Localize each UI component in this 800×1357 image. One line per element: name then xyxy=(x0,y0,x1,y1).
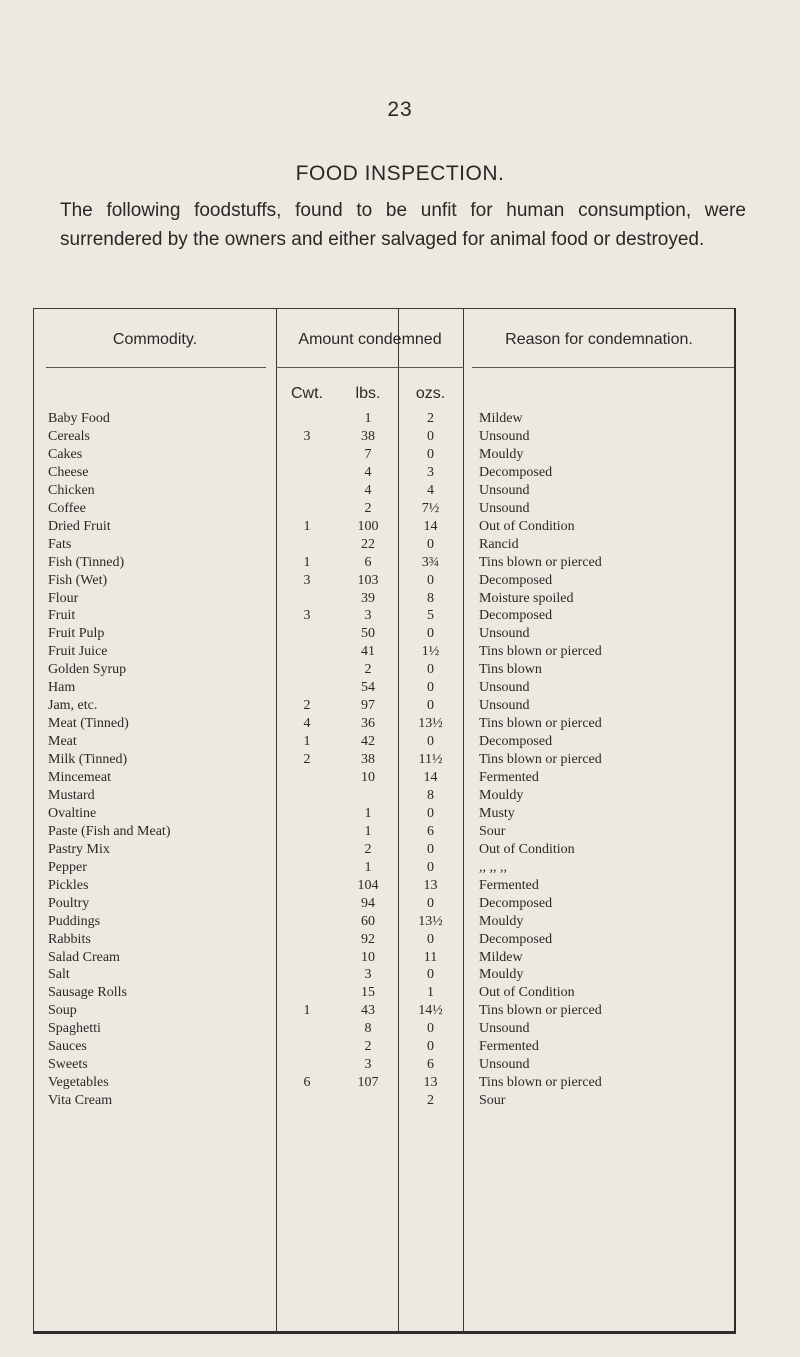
commodity-cell: Milk (Tinned) xyxy=(48,752,128,768)
reason-cell: Unsound xyxy=(479,428,530,444)
subheader-ozs: ozs. xyxy=(415,385,446,402)
table-row xyxy=(34,841,734,859)
table-row xyxy=(34,518,734,536)
reason-cell: Decomposed xyxy=(479,931,553,947)
table-row xyxy=(34,769,734,787)
ozs-cell: 0 xyxy=(427,1021,434,1037)
lbs-cell: 36 xyxy=(361,716,375,732)
commodity-cell: Fruit xyxy=(48,608,76,624)
ozs-cell: 11 xyxy=(423,949,438,965)
reason-cell: Tins blown xyxy=(479,662,542,678)
commodity-cell: Fish (Tinned) xyxy=(48,554,125,570)
reason-cell: Fermented xyxy=(479,770,539,785)
reason-cell: Sour xyxy=(479,823,506,839)
commodity-cell: Poultry xyxy=(48,895,90,911)
lbs-cell: 1 xyxy=(364,859,372,875)
cwt-cell: 2 xyxy=(303,698,311,714)
table-row xyxy=(34,661,734,679)
ozs-cell: 3 xyxy=(427,464,434,480)
cwt-cell: 1 xyxy=(303,518,311,534)
table-row xyxy=(34,1056,734,1074)
commodity-cell: Mustard xyxy=(48,787,95,803)
lbs-cell: 1 xyxy=(364,823,372,839)
lbs-cell: 2 xyxy=(364,1039,372,1055)
lbs-cell: 15 xyxy=(361,985,375,1001)
ozs-cell: 0 xyxy=(427,446,434,462)
table-row xyxy=(34,428,734,446)
table-row xyxy=(34,984,734,1002)
lbs-cell: 39 xyxy=(361,590,375,606)
table-row xyxy=(34,536,734,554)
ozs-cell: 13½ xyxy=(418,716,443,732)
commodity-cell: Salad Cream xyxy=(48,949,120,965)
cwt-cell: 1 xyxy=(303,554,311,570)
commodity-cell: Ham xyxy=(48,680,76,696)
commodity-cell: Sweets xyxy=(48,1057,88,1073)
table-row xyxy=(34,877,734,895)
ozs-cell: 4 xyxy=(427,482,434,498)
ozs-cell: 0 xyxy=(427,428,434,444)
table-row xyxy=(34,572,734,590)
lbs-cell: 8 xyxy=(364,1021,372,1037)
subheader-cwt: Cwt. xyxy=(291,385,323,402)
ozs-cell: 0 xyxy=(427,859,434,875)
cwt-cell: 3 xyxy=(303,608,311,624)
table-row xyxy=(34,1002,734,1020)
lbs-cell: 60 xyxy=(361,913,375,929)
ozs-cell: 0 xyxy=(427,895,434,911)
ozs-cell: 0 xyxy=(427,662,434,678)
table-row xyxy=(34,733,734,751)
lbs-cell: 2 xyxy=(364,662,372,678)
commodity-cell: Fruit Juice xyxy=(48,644,108,660)
table-row xyxy=(34,679,734,697)
cwt-cell: 1 xyxy=(303,1003,311,1019)
ozs-cell: 0 xyxy=(427,536,434,552)
reason-cell: Unsound xyxy=(479,680,530,696)
table-row xyxy=(34,590,734,608)
commodity-cell: Cheese xyxy=(48,464,89,480)
commodity-cell: Jam, etc. xyxy=(48,698,98,714)
commodity-cell: Paste (Fish and Meat) xyxy=(48,823,171,839)
lbs-cell: 2 xyxy=(364,841,372,857)
ozs-cell: 5 xyxy=(427,608,434,624)
commodity-cell: Coffee xyxy=(48,500,86,516)
table-row xyxy=(34,751,734,769)
lbs-cell: 42 xyxy=(361,734,375,750)
table-row xyxy=(34,464,734,482)
ozs-cell: 13½ xyxy=(418,913,443,929)
commodity-cell: Vegetables xyxy=(48,1075,109,1091)
reason-cell: Tins blown or pierced xyxy=(479,644,602,660)
reason-cell: Rancid xyxy=(479,536,519,552)
commodity-cell: Baby Food xyxy=(48,411,110,426)
subheader-lbs: lbs. xyxy=(355,385,381,402)
commodity-cell: Fish (Wet) xyxy=(48,572,108,588)
reason-cell: Out of Condition xyxy=(479,985,575,1001)
reason-cell: Unsound xyxy=(479,500,530,516)
commodity-cell: Sausage Rolls xyxy=(48,985,127,1001)
commodity-cell: Vita Cream xyxy=(48,1093,113,1109)
reason-cell: Decomposed xyxy=(479,572,553,588)
commodity-cell: Pepper xyxy=(48,859,87,875)
table-row xyxy=(34,697,734,715)
commodity-cell: Flour xyxy=(48,590,79,606)
reason-cell: Mildew xyxy=(479,411,523,426)
lbs-cell: 1 xyxy=(364,411,372,426)
lbs-cell: 94 xyxy=(361,895,375,911)
cwt-cell: 1 xyxy=(303,734,311,750)
table-row xyxy=(34,913,734,931)
commodity-cell: Rabbits xyxy=(48,931,91,947)
lbs-cell: 2 xyxy=(364,500,372,516)
table-row xyxy=(34,446,734,464)
lbs-cell: 43 xyxy=(361,1003,375,1019)
ozs-cell: 3¾ xyxy=(421,554,440,570)
table-row xyxy=(34,554,734,572)
ozs-cell: 0 xyxy=(427,680,434,696)
ozs-cell: 0 xyxy=(427,931,434,947)
reason-cell: Decomposed xyxy=(479,734,553,750)
ozs-cell: 0 xyxy=(427,805,434,821)
ozs-cell: 11½ xyxy=(418,752,443,768)
reason-cell: Musty xyxy=(479,805,515,821)
commodity-cell: Dried Fruit xyxy=(48,518,111,534)
ozs-cell: 14½ xyxy=(418,1003,443,1019)
commodity-cell: Meat (Tinned) xyxy=(48,716,129,732)
lbs-cell: 41 xyxy=(361,644,375,660)
reason-cell: Mouldy xyxy=(479,967,524,983)
lbs-cell: 22 xyxy=(361,536,375,552)
ozs-cell: 14 xyxy=(423,518,438,534)
ozs-cell: 7½ xyxy=(421,500,440,516)
reason-cell: Tins blown or pierced xyxy=(479,1003,602,1019)
table-row xyxy=(34,805,734,823)
lbs-cell: 54 xyxy=(361,680,375,696)
table-row xyxy=(34,643,734,661)
cwt-cell: 6 xyxy=(303,1075,311,1091)
ozs-cell: 2 xyxy=(427,411,434,426)
ozs-cell: 0 xyxy=(427,1039,434,1055)
lbs-cell: 92 xyxy=(361,931,375,947)
lbs-cell: 4 xyxy=(364,482,372,498)
ozs-cell: 1½ xyxy=(421,644,440,660)
ozs-cell: 8 xyxy=(427,590,434,606)
table-row xyxy=(34,1092,734,1110)
table-row xyxy=(34,823,734,841)
header-reason: Reason for condemnation. xyxy=(505,331,693,348)
table-row xyxy=(34,625,734,643)
lbs-cell: 104 xyxy=(357,877,379,893)
ozs-cell: 0 xyxy=(427,572,434,588)
commodity-cell: Cakes xyxy=(48,446,83,462)
reason-cell: Mouldy xyxy=(479,446,524,462)
ozs-cell: 1 xyxy=(427,985,434,1001)
ozs-cell: 6 xyxy=(427,1057,434,1073)
cwt-cell: 3 xyxy=(303,572,311,588)
ozs-cell: 6 xyxy=(427,823,434,839)
table-row xyxy=(34,1038,734,1056)
table-row xyxy=(34,859,734,877)
commodity-cell: Pastry Mix xyxy=(48,841,110,857)
reason-cell: Fermented xyxy=(479,877,539,893)
ozs-cell: 0 xyxy=(427,967,434,983)
reason-cell: Out of Condition xyxy=(479,841,575,857)
reason-cell: Decomposed xyxy=(479,608,553,624)
commodity-cell: Chicken xyxy=(48,482,95,498)
commodity-cell: Cereals xyxy=(48,428,90,444)
ozs-cell: 13 xyxy=(423,1075,438,1091)
reason-cell: Unsound xyxy=(479,626,530,642)
lbs-cell: 10 xyxy=(361,949,375,965)
commodity-cell: Pickles xyxy=(48,877,89,893)
reason-cell: Fermented xyxy=(479,1039,539,1055)
commodity-cell: Ovaltine xyxy=(48,805,97,821)
ozs-cell: 0 xyxy=(427,626,434,642)
reason-cell: Decomposed xyxy=(479,464,553,480)
lbs-cell: 103 xyxy=(357,572,379,588)
lbs-cell: 107 xyxy=(357,1075,379,1091)
commodity-cell: Salt xyxy=(48,967,70,983)
intro-paragraph: The following foodstuffs, found to be unfit for human consumption, were surrendered by the owners and either salvaged for animal food or destroyed. xyxy=(60,200,746,250)
lbs-cell: 38 xyxy=(361,752,375,768)
lbs-cell: 10 xyxy=(361,770,375,785)
lbs-cell: 3 xyxy=(364,967,372,983)
commodity-cell: Golden Syrup xyxy=(48,662,127,678)
table-row xyxy=(34,1020,734,1038)
ozs-cell: 0 xyxy=(427,734,434,750)
reason-cell: Unsound xyxy=(479,482,530,498)
commodity-cell: Spaghetti xyxy=(48,1021,101,1037)
reason-cell: Mouldy xyxy=(479,787,524,803)
header-commodity: Commodity. xyxy=(112,331,198,348)
lbs-cell: 97 xyxy=(361,698,375,714)
table-row xyxy=(34,931,734,949)
cwt-cell: 3 xyxy=(303,428,311,444)
header-rule xyxy=(276,367,464,368)
commodity-cell: Fats xyxy=(48,536,72,552)
table-row xyxy=(34,500,734,518)
reason-cell: Tins blown or pierced xyxy=(479,1075,602,1091)
reason-cell: Unsound xyxy=(479,1057,530,1073)
commodity-cell: Sauces xyxy=(48,1039,87,1055)
lbs-cell: 3 xyxy=(364,608,372,624)
reason-cell: Unsound xyxy=(479,698,530,714)
table-row xyxy=(34,895,734,913)
header-rule xyxy=(472,367,734,368)
cwt-cell: 2 xyxy=(303,752,311,768)
ozs-cell: 0 xyxy=(427,698,434,714)
reason-cell: Tins blown or pierced xyxy=(479,716,602,732)
reason-cell: Mildew xyxy=(479,949,523,965)
lbs-cell: 4 xyxy=(364,464,372,480)
table-row xyxy=(34,607,734,625)
commodity-cell: Soup xyxy=(48,1003,77,1019)
header-amount: Amount condemned xyxy=(298,331,442,348)
lbs-cell: 100 xyxy=(357,518,379,534)
table-row xyxy=(34,966,734,984)
reason-cell: Sour xyxy=(479,1093,506,1109)
reason-cell: Tins blown or pierced xyxy=(479,554,602,570)
lbs-cell: 7 xyxy=(364,446,372,462)
table-row xyxy=(34,410,734,428)
lbs-cell: 3 xyxy=(364,1057,372,1073)
reason-cell: Moisture spoiled xyxy=(479,590,574,606)
ozs-cell: 14 xyxy=(423,770,438,785)
reason-cell: Tins blown or pierced xyxy=(479,752,602,768)
lbs-cell: 6 xyxy=(364,554,372,570)
reason-cell: Unsound xyxy=(479,1021,530,1037)
commodity-cell: Meat xyxy=(48,734,77,750)
page-number: 23 xyxy=(387,98,413,121)
header-rule xyxy=(46,367,266,368)
ozs-cell: 13 xyxy=(423,877,438,893)
cwt-cell: 4 xyxy=(303,716,311,732)
lbs-cell: 38 xyxy=(361,428,375,444)
reason-cell: Out of Condition xyxy=(479,518,575,534)
ozs-cell: 8 xyxy=(427,787,434,803)
table-row xyxy=(34,949,734,967)
table-row xyxy=(34,482,734,500)
ozs-cell: 2 xyxy=(427,1093,434,1109)
table-row xyxy=(34,715,734,733)
lbs-cell: 1 xyxy=(364,805,372,821)
page-title: FOOD INSPECTION. xyxy=(295,162,505,185)
reason-cell: ,, ,, ,, xyxy=(479,859,507,875)
ozs-cell: 0 xyxy=(427,841,434,857)
condemnation-table xyxy=(33,308,736,1334)
reason-cell: Decomposed xyxy=(479,895,553,911)
table-row xyxy=(34,1074,734,1092)
table-row xyxy=(34,787,734,805)
commodity-cell: Puddings xyxy=(48,913,101,929)
commodity-cell: Mincemeat xyxy=(48,770,111,785)
commodity-cell: Fruit Pulp xyxy=(48,626,105,642)
lbs-cell: 50 xyxy=(361,626,375,642)
reason-cell: Mouldy xyxy=(479,913,524,929)
